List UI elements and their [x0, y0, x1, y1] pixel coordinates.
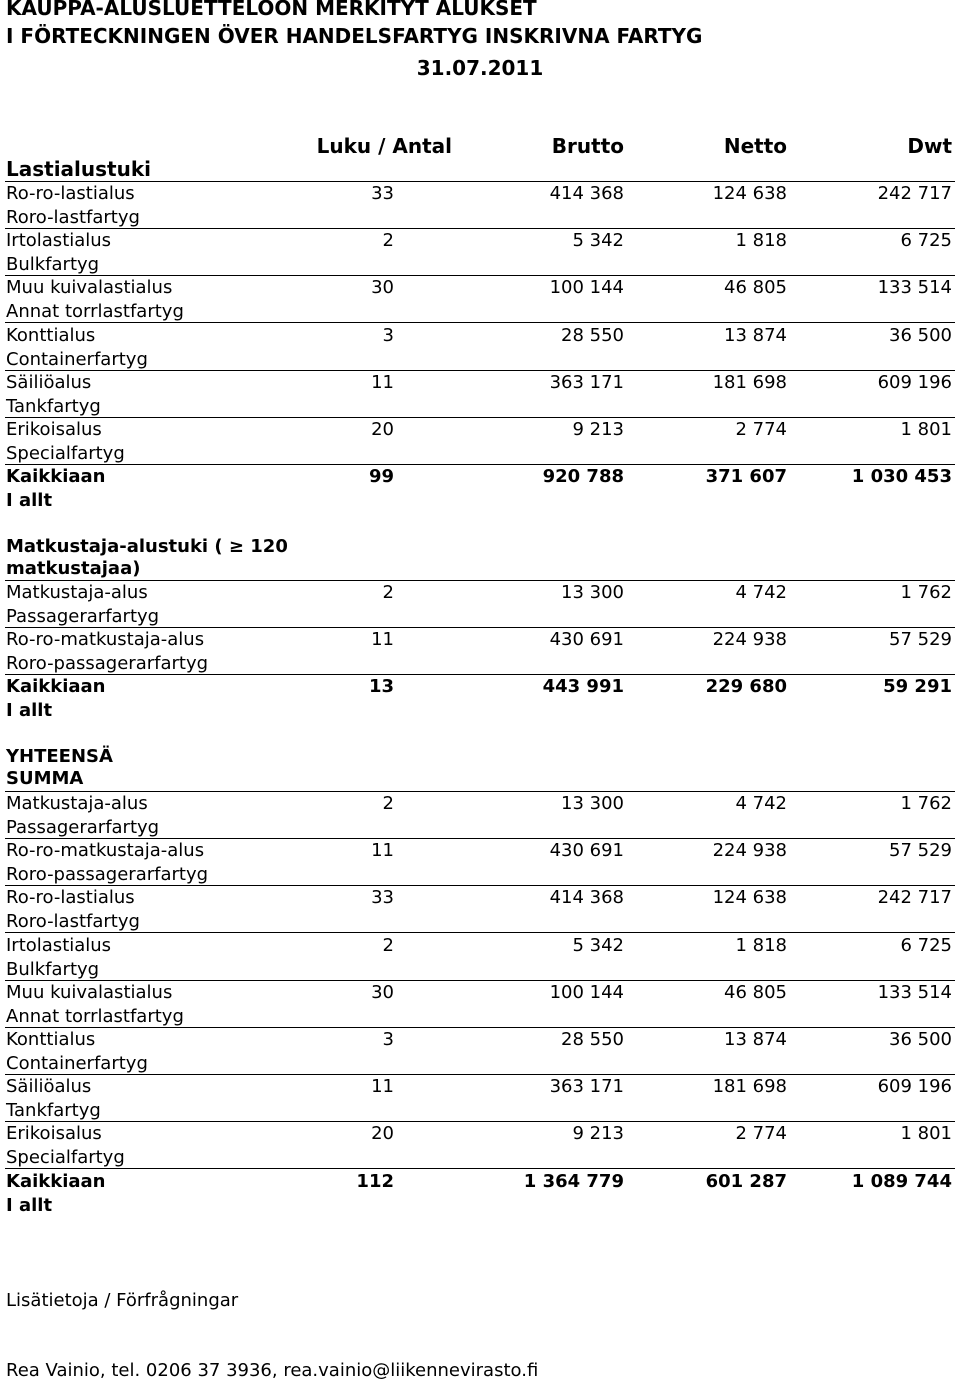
cell-net: 2 774 — [735, 1123, 787, 1145]
page-title: KAUPPA-ALUSLUETTELOON MERKITYT ALUKSET — [6, 0, 537, 20]
table-row — [5, 1074, 955, 1122]
cell-dwt: 133 514 — [877, 277, 952, 299]
cell-count: 33 — [371, 183, 394, 204]
section-title-fi: YHTEENSÄ — [6, 746, 113, 767]
row-label-sv: Containerfartyg — [6, 348, 148, 370]
report-date: 31.07.2011 — [416, 56, 544, 80]
section-title-part: Matkustaja-alustuki ( — [6, 536, 223, 557]
section-title-summary — [6, 746, 113, 790]
section-title-passenger — [6, 536, 288, 580]
cell-gross: 920 788 — [542, 466, 624, 488]
cell-count: 30 — [371, 277, 394, 299]
column-header-count: Luku / Antal — [316, 134, 452, 158]
row-label-fi: Säiliöalus — [6, 1076, 92, 1098]
row-label-sv: Roro-lastfartyg — [6, 911, 140, 933]
row-label-sv: Bulkfartyg — [6, 958, 100, 980]
row-label-sv: Tankfartyg — [6, 1100, 101, 1122]
cell-count: 11 — [371, 629, 394, 651]
row-label-fi: Ro-ro-lastialus — [6, 183, 135, 204]
cell-count: 3 — [382, 324, 394, 346]
row-label-sv: Roro-passagerarfartyg — [6, 653, 209, 675]
cell-net: 601 287 — [705, 1170, 787, 1192]
column-header-dwt: Dwt — [907, 134, 952, 158]
cell-gross: 5 342 — [572, 230, 624, 252]
cell-count: 112 — [356, 1170, 394, 1192]
row-label-fi: Irtolastialus — [6, 934, 112, 956]
cell-count: 20 — [371, 1123, 394, 1145]
row-label-sv: Roro-lastfartyg — [6, 207, 140, 228]
cell-net: 181 698 — [712, 371, 787, 393]
cell-gross: 414 368 — [549, 887, 624, 909]
cell-dwt: 57 529 — [889, 840, 952, 862]
cell-dwt: 6 725 — [900, 934, 952, 956]
cell-count: 2 — [382, 582, 394, 603]
row-label-sv: Passagerarfartyg — [6, 817, 160, 838]
row-label-fi: Matkustaja-alus — [6, 793, 148, 814]
row-label-sv: I allt — [6, 490, 53, 512]
cell-dwt: 609 196 — [877, 1076, 952, 1098]
cell-dwt: 1 089 744 — [851, 1170, 952, 1192]
cell-count: 30 — [371, 981, 394, 1003]
row-label-sv: Annat torrlastfartyg — [6, 1005, 184, 1027]
table-row — [5, 323, 955, 371]
cell-dwt: 133 514 — [877, 981, 952, 1003]
cell-gross: 9 213 — [572, 1123, 624, 1145]
row-label-sv: Specialfartyg — [6, 443, 125, 464]
cell-net: 13 874 — [724, 1029, 787, 1050]
cell-count: 2 — [382, 793, 394, 814]
row-label-fi: Ro-ro-matkustaja-alus — [6, 629, 205, 651]
row-label-fi: Säiliöalus — [6, 371, 92, 393]
cell-net: 229 680 — [705, 676, 787, 698]
column-header-net: Netto — [723, 134, 787, 158]
cell-gross: 430 691 — [549, 840, 624, 862]
cell-dwt: 6 725 — [900, 230, 952, 252]
row-label-fi: Kaikkiaan — [6, 676, 106, 698]
cell-dwt: 609 196 — [877, 371, 952, 393]
cell-net: 1 818 — [735, 934, 787, 956]
total-row — [5, 1169, 955, 1216]
cell-gross: 100 144 — [549, 277, 624, 299]
table-row — [5, 885, 955, 933]
section-title-part: 120 — [250, 536, 288, 557]
row-label-sv: I allt — [6, 1194, 53, 1216]
cell-dwt: 1 801 — [900, 1123, 952, 1145]
cell-count: 3 — [382, 1029, 394, 1050]
cell-gross: 28 550 — [561, 324, 624, 346]
cell-net: 4 742 — [735, 582, 787, 603]
cell-dwt: 242 717 — [877, 183, 952, 204]
table-row — [5, 370, 955, 418]
cell-dwt: 1 030 453 — [851, 466, 952, 488]
cell-gross: 363 171 — [549, 1076, 624, 1098]
cell-gross: 5 342 — [572, 934, 624, 956]
cell-gross: 414 368 — [549, 183, 624, 204]
cell-gross: 100 144 — [549, 981, 624, 1003]
cell-net: 371 607 — [705, 466, 787, 488]
table-row — [5, 838, 955, 886]
cell-count: 20 — [371, 419, 394, 440]
row-label-fi: Kaikkiaan — [6, 466, 106, 488]
greater-equal-icon: ≥ — [228, 536, 244, 557]
row-label-sv: Specialfartyg — [6, 1147, 125, 1169]
cell-count: 11 — [371, 1076, 394, 1098]
cell-net: 1 818 — [735, 230, 787, 252]
table-row — [5, 933, 955, 981]
total-row — [5, 464, 955, 511]
cell-dwt: 36 500 — [889, 1029, 952, 1050]
cell-count: 2 — [382, 230, 394, 252]
table-row — [5, 1027, 955, 1075]
row-label-fi: Erikoisalus — [6, 1123, 102, 1145]
cell-gross: 28 550 — [561, 1029, 624, 1050]
cell-count: 99 — [368, 466, 394, 488]
section-title-line2: matkustajaa) — [6, 558, 141, 579]
table-row — [5, 1121, 955, 1169]
row-label-fi: Matkustaja-alus — [6, 582, 148, 603]
cell-count: 2 — [382, 934, 394, 956]
row-label-fi: Konttialus — [6, 1029, 96, 1050]
cell-net: 181 698 — [712, 1076, 787, 1098]
row-label-fi: Ro-ro-lastialus — [6, 887, 135, 909]
cell-net: 46 805 — [724, 981, 787, 1003]
cell-gross: 443 991 — [542, 676, 624, 698]
cell-net: 46 805 — [724, 277, 787, 299]
cell-net: 124 638 — [712, 183, 787, 204]
row-label-sv: I allt — [6, 700, 53, 722]
footer-info-label: Lisätietoja / Förfrågningar — [6, 1290, 239, 1311]
cell-dwt: 242 717 — [877, 887, 952, 909]
row-label-sv: Annat torrlastfartyg — [6, 301, 184, 323]
cell-net: 224 938 — [712, 840, 787, 862]
total-row — [5, 674, 955, 721]
cell-net: 124 638 — [712, 887, 787, 909]
table-row — [5, 791, 955, 839]
row-label-sv: Bulkfartyg — [6, 254, 100, 276]
table-row — [5, 228, 955, 276]
row-label-fi: Irtolastialus — [6, 230, 112, 252]
cell-net: 2 774 — [735, 419, 787, 440]
cell-dwt: 59 291 — [883, 676, 952, 698]
cell-gross: 363 171 — [549, 371, 624, 393]
cell-net: 4 742 — [735, 793, 787, 814]
row-label-sv: Containerfartyg — [6, 1053, 148, 1074]
row-label-sv: Tankfartyg — [6, 395, 101, 417]
row-label-fi: Muu kuivalastialus — [6, 981, 173, 1003]
row-label-sv: Roro-passagerarfartyg — [6, 864, 209, 886]
row-label-fi: Erikoisalus — [6, 419, 102, 440]
cell-count: 11 — [371, 840, 394, 862]
page-subtitle: I FÖRTECKNINGEN ÖVER HANDELSFARTYG INSKRIVNA FARTYG — [6, 24, 703, 48]
cell-count: 13 — [368, 676, 394, 698]
cell-dwt: 1 801 — [900, 419, 952, 440]
cell-dwt: 57 529 — [889, 629, 952, 651]
cell-net: 13 874 — [724, 324, 787, 346]
table-row — [5, 627, 955, 675]
cell-dwt: 36 500 — [889, 324, 952, 346]
row-label-fi: Muu kuivalastialus — [6, 277, 173, 299]
row-label-fi: Konttialus — [6, 324, 96, 346]
column-header-gross: Brutto — [551, 134, 624, 158]
cell-gross: 1 364 779 — [523, 1170, 624, 1192]
cell-gross: 9 213 — [572, 419, 624, 440]
table-row — [5, 275, 955, 323]
cell-gross: 13 300 — [561, 582, 624, 603]
row-label-fi: Kaikkiaan — [6, 1170, 106, 1192]
section-title-sv: SUMMA — [6, 768, 84, 789]
cell-count: 11 — [371, 371, 394, 393]
cell-dwt: 1 762 — [900, 793, 952, 814]
table-row — [5, 980, 955, 1028]
cell-net: 224 938 — [712, 629, 787, 651]
footer-contact: Rea Vainio, tel. 0206 37 3936, rea.vainio@liikennevirasto.fi — [6, 1360, 539, 1381]
table-row — [5, 417, 955, 465]
cell-gross: 13 300 — [561, 793, 624, 814]
section-title-text: Lastialustuki — [6, 157, 152, 181]
table-row — [5, 181, 955, 229]
cell-dwt: 1 762 — [900, 582, 952, 603]
cell-count: 33 — [371, 887, 394, 909]
section-title-cargo — [6, 158, 151, 180]
table-row — [5, 580, 955, 628]
row-label-sv: Passagerarfartyg — [6, 606, 160, 627]
row-label-fi: Ro-ro-matkustaja-alus — [6, 840, 205, 862]
cell-gross: 430 691 — [549, 629, 624, 651]
